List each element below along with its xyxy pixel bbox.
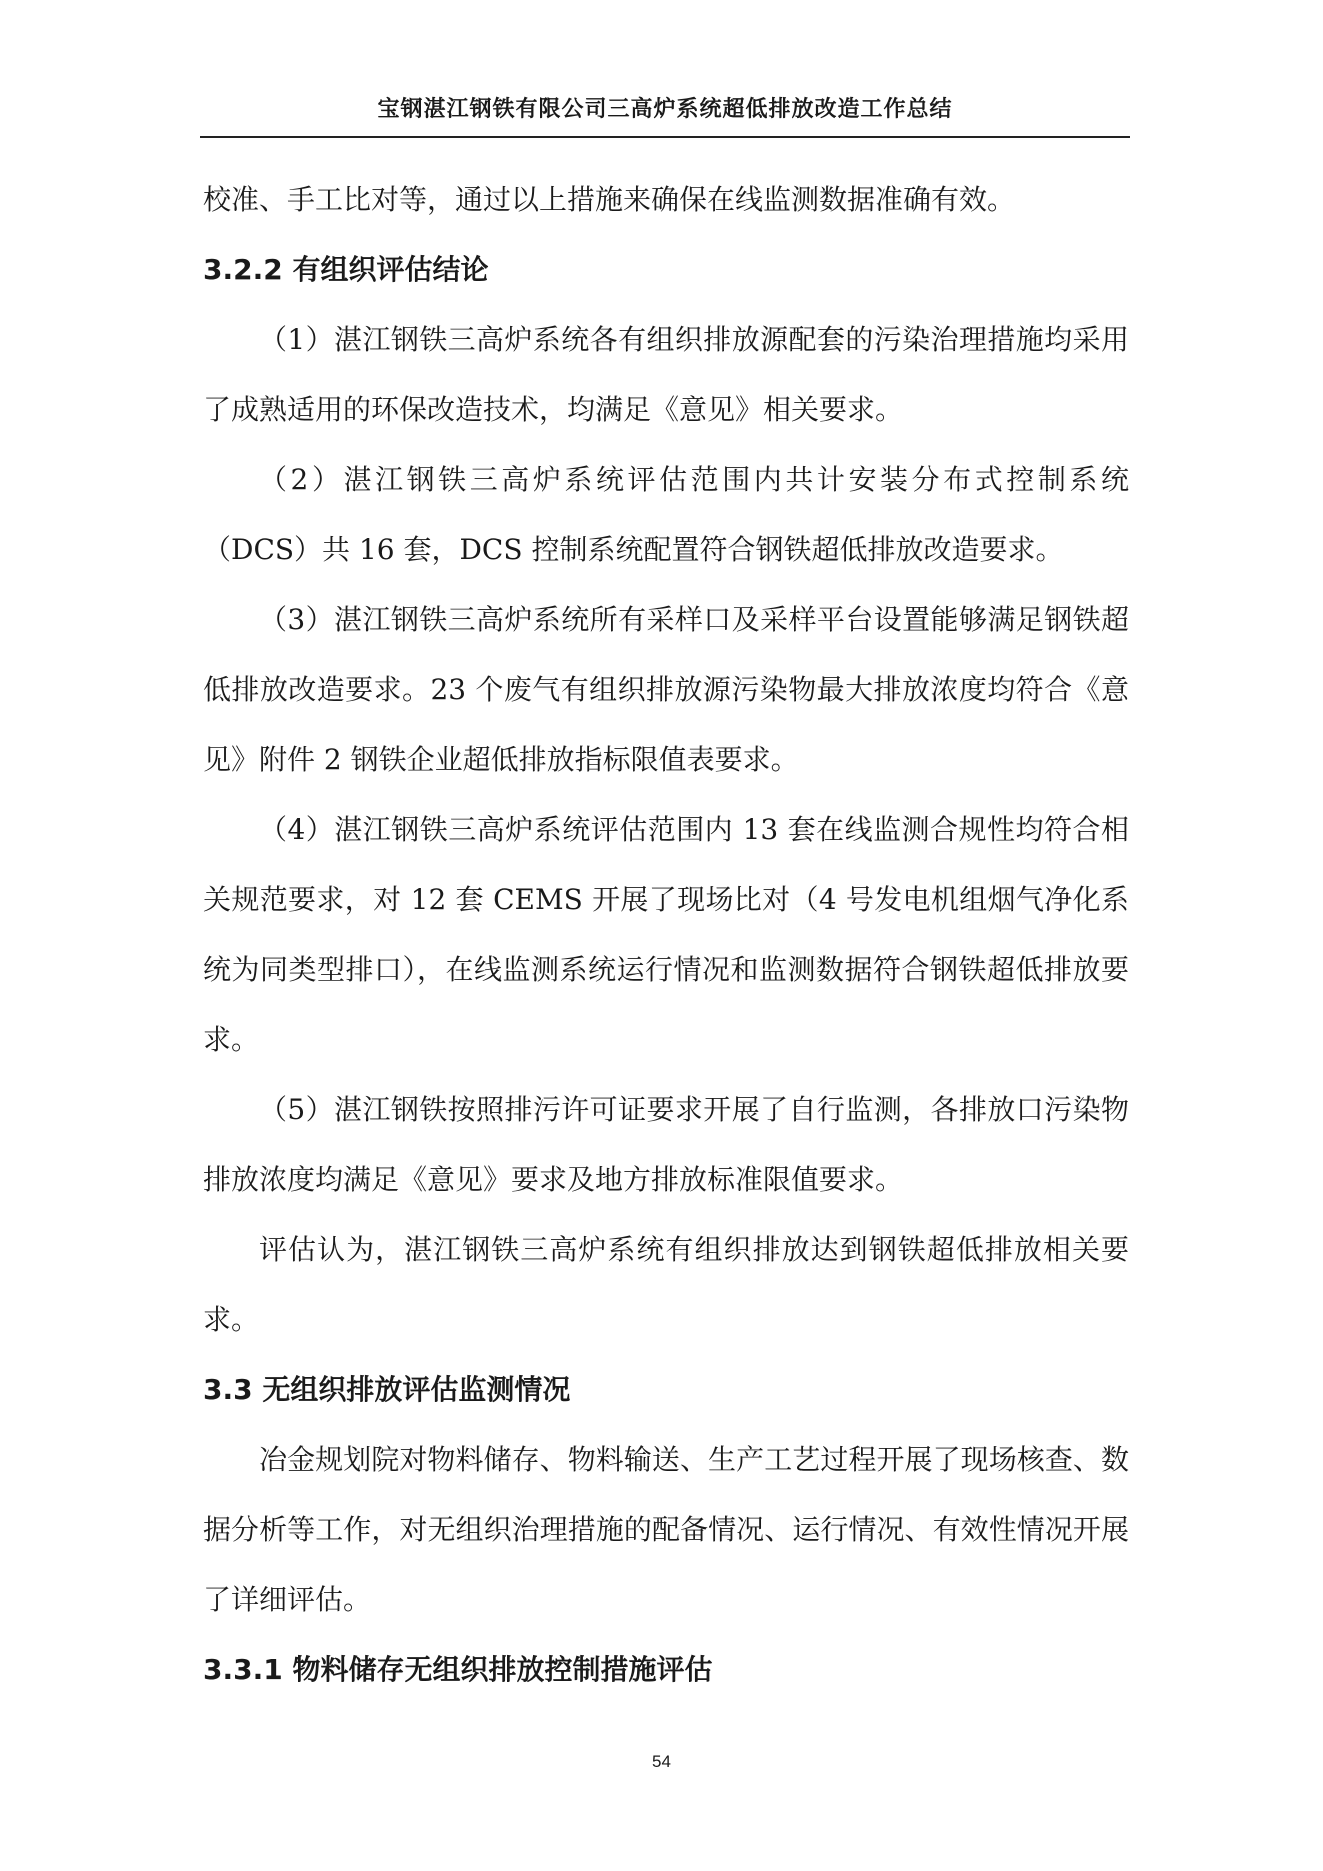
page-number: 54 bbox=[652, 1752, 671, 1771]
running-header: 宝钢湛江钢铁有限公司三高炉系统超低排放改造工作总结 bbox=[377, 97, 953, 122]
paragraph-conclusion-4: （4）湛江钢铁三高炉系统评估范围内 13 套在线监测合规性均符合相关规范要求，对 12 套 CEMS 开展了现场比对（4 号发电机组烟气净化系统为同类型排口），在线监测系统运行情况和监测数据符合钢铁超低排放要求。 bbox=[203, 813, 1129, 1056]
section-heading-3-3-1: 3.3.1 物料储存无组织排放控制措施评估 bbox=[203, 1653, 713, 1686]
paragraph-assessment-summary: 评估认为，湛江钢铁三高炉系统有组织排放达到钢铁超低排放相关要求。 bbox=[203, 1233, 1129, 1336]
section-heading-3-2-2: 3.2.2 有组织评估结论 bbox=[203, 253, 489, 286]
paragraph-unorganized-intro: 冶金规划院对物料储存、物料输送、生产工艺过程开展了现场核查、数据分析等工作，对无组织治理措施的配备情况、运行情况、有效性情况开展了详细评估。 bbox=[203, 1443, 1129, 1616]
paragraph-conclusion-3: （3）湛江钢铁三高炉系统所有采样口及采样平台设置能够满足钢铁超低排放改造要求。23 个废气有组织排放源污染物最大排放浓度均符合《意见》附件 2 钢铁企业超低排放指标限值表要求。 bbox=[203, 603, 1129, 776]
paragraph-conclusion-5: （5）湛江钢铁按照排污许可证要求开展了自行监测，各排放口污染物排放浓度均满足《意见》要求及地方排放标准限值要求。 bbox=[203, 1093, 1129, 1196]
paragraph-conclusion-1: （1）湛江钢铁三高炉系统各有组织排放源配套的污染治理措施均采用了成熟适用的环保改造技术，均满足《意见》相关要求。 bbox=[203, 323, 1129, 426]
header-divider bbox=[200, 136, 1130, 138]
document-body bbox=[203, 165, 1129, 1705]
section-heading-3-3: 3.3 无组织排放评估监测情况 bbox=[203, 1373, 571, 1406]
paragraph-continuation: 校准、手工比对等，通过以上措施来确保在线监测数据准确有效。 bbox=[203, 183, 1016, 216]
paragraph-conclusion-2: （2）湛江钢铁三高炉系统评估范围内共计安装分布式控制系统（DCS）共 16 套，DCS 控制系统配置符合钢铁超低排放改造要求。 bbox=[203, 463, 1129, 566]
